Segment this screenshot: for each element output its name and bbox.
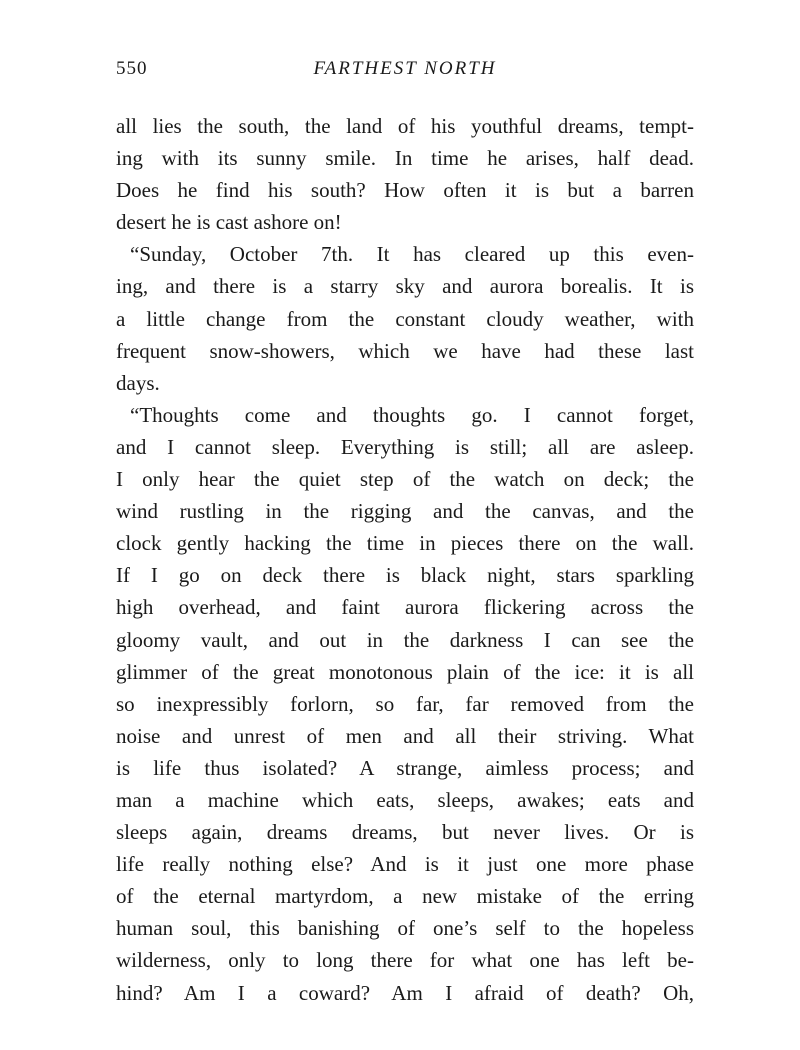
text-line: of the eternal martyrdom, a new mistake of the erring — [116, 884, 694, 909]
text-line: ing, and there is a starry sky and aurora borealis. It is — [116, 274, 694, 299]
text-line: high overhead, and faint aurora flickering across the — [116, 595, 694, 620]
text-line: is life thus isolated? A strange, aimless process; and — [116, 755, 694, 780]
text-line: ing with its sunny smile. In time he arises, half dead. — [116, 146, 694, 171]
text-line: days. — [116, 370, 160, 395]
text-line: clock gently hacking the time in pieces there on the wall. — [116, 531, 694, 556]
text-line: Does he find his south? How often it is but a barren — [116, 178, 694, 203]
text-line: glimmer of the great monotonous plain of the ice: it is all — [116, 659, 694, 684]
text-line: all lies the south, the land of his youthful dreams, tempt- — [116, 114, 694, 138]
text-line: human soul, this banishing of one’s self to the hopeless — [116, 916, 694, 941]
text-line: man a machine which eats, sleeps, awakes; eats and — [116, 787, 694, 812]
running-title: FARTHEST NORTH — [313, 58, 497, 79]
body-text — [116, 110, 694, 1009]
text-line: “Thoughts come and thoughts go. I cannot forget, — [130, 402, 694, 427]
text-line: a little change from the constant cloudy weather, with — [116, 306, 694, 331]
text-line: gloomy vault, and out in the darkness I can see the — [116, 627, 694, 652]
text-line: so inexpressibly forlorn, so far, far removed from the — [116, 691, 694, 716]
text-line: and I cannot sleep. Everything is still; all are asleep. — [116, 434, 694, 459]
text-line: sleeps again, dreams dreams, but never lives. Or is — [116, 820, 694, 845]
text-line: wind rustling in the rigging and the canvas, and the — [116, 499, 694, 524]
text-line: life really nothing else? And is it just one more phase — [116, 852, 694, 877]
page-number: 550 — [116, 58, 148, 79]
text-line: frequent snow-showers, which we have had these last — [116, 338, 694, 363]
text-line: wilderness, only to long there for what one has left be- — [116, 948, 694, 973]
text-line: desert he is cast ashore on! — [116, 210, 342, 235]
text-line: hind? Am I a coward? Am I afraid of death? Oh, — [116, 980, 694, 1005]
text-line: If I go on deck there is black night, stars sparkling — [116, 563, 694, 588]
text-line: I only hear the quiet step of the watch on deck; the — [116, 467, 694, 492]
text-line: noise and unrest of men and all their striving. What — [116, 723, 694, 748]
page-header — [116, 58, 694, 88]
text-line: “Sunday, October 7th. It has cleared up this even- — [130, 242, 694, 267]
